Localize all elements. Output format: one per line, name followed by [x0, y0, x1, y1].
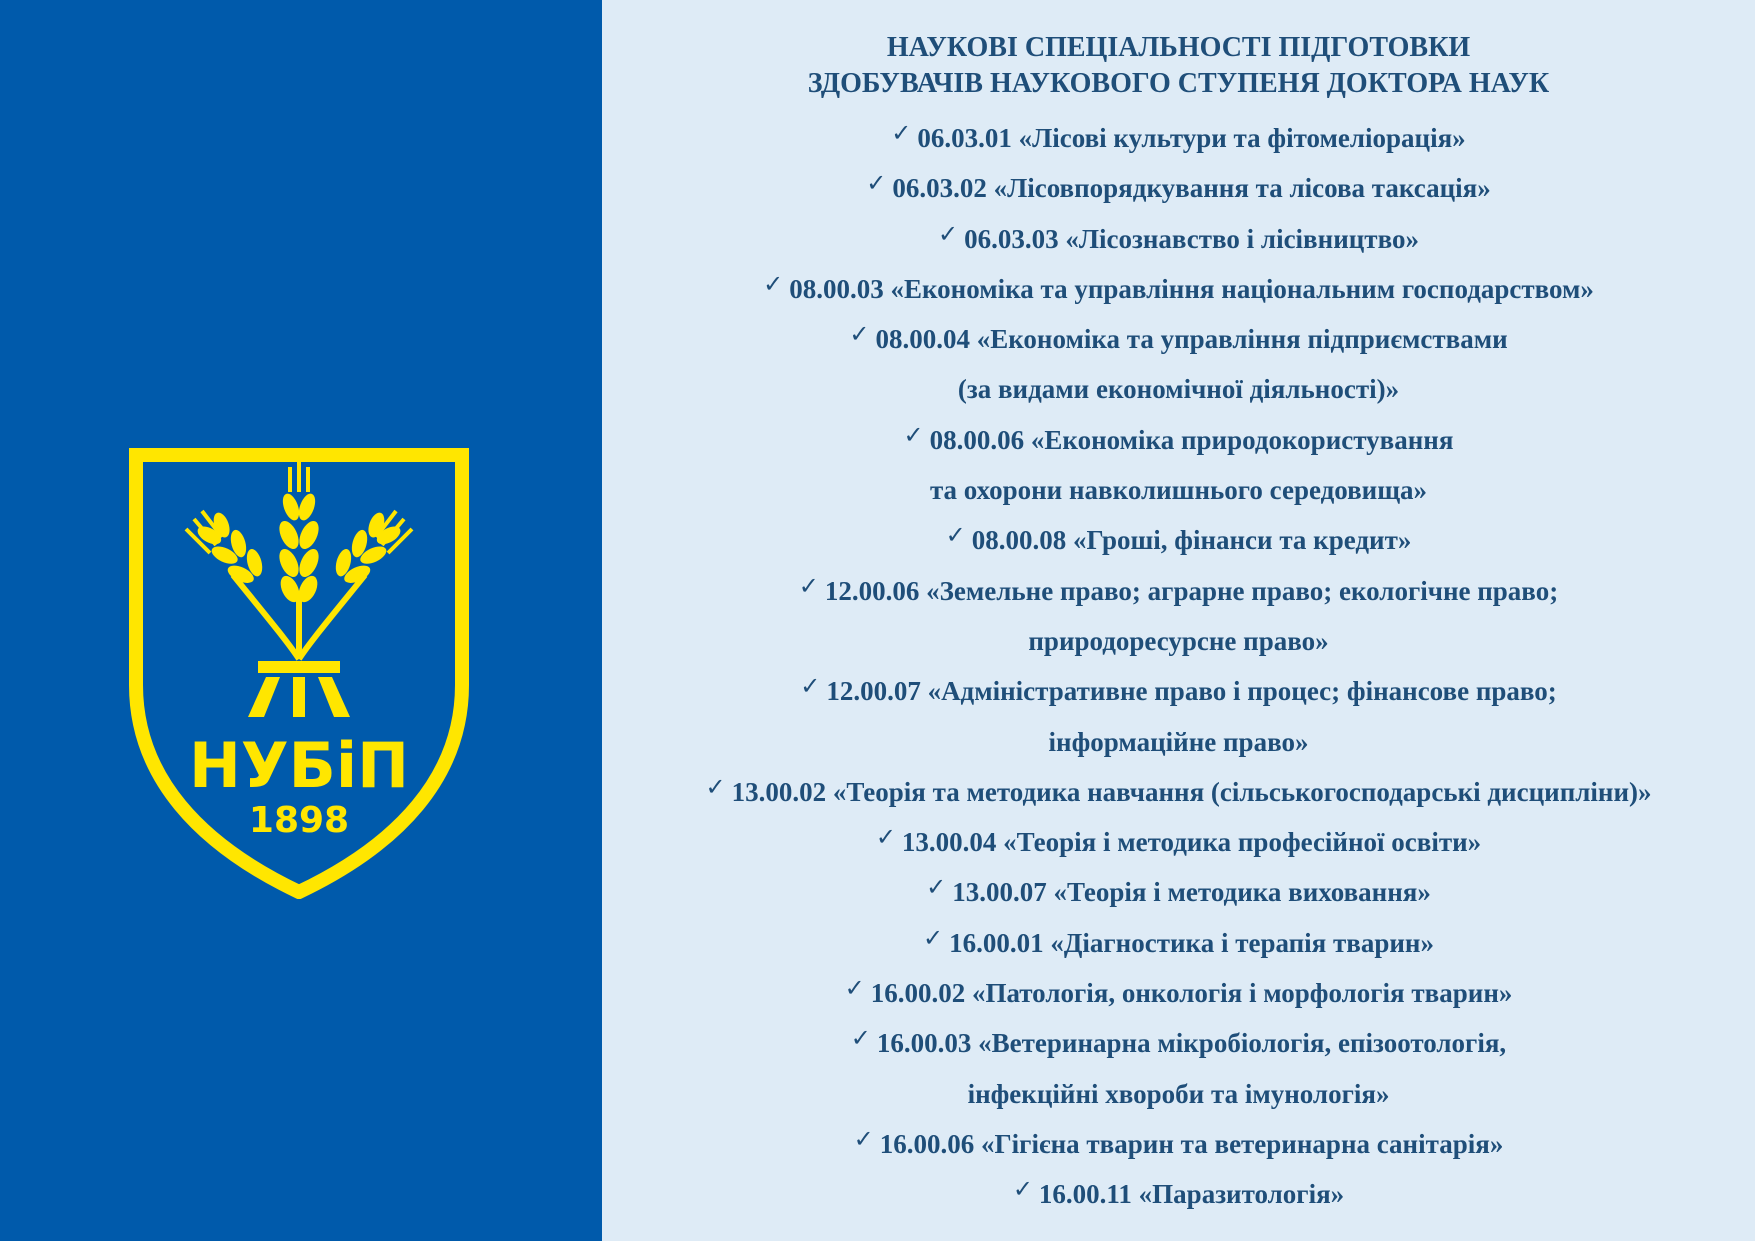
left-blue-panel — [0, 0, 602, 1241]
specialty-text: 13.00.02 «Теорія та методика навчання (сільськогосподарські дисципліни)» — [731, 776, 1652, 807]
specialty-text: 16.00.03 «Ветеринарна мікробіологія, епізоотологія, — [876, 1028, 1507, 1059]
specialty-item-continuation — [602, 364, 1755, 414]
specialty-item-continuation — [602, 616, 1755, 666]
specialty-text: 06.03.03 «Лісознавство і лісівництво» — [964, 223, 1419, 254]
specialty-text: 08.00.06 «Економіка природокористування — [929, 424, 1454, 455]
specialty-item — [602, 767, 1755, 817]
specialty-text: 16.00.02 «Патологія, онкологія і морфологія тварин» — [870, 978, 1513, 1009]
specialty-item — [602, 415, 1755, 465]
specialty-item — [602, 113, 1755, 163]
specialty-item — [602, 515, 1755, 565]
check-mark-icon: ✓ — [800, 672, 821, 701]
specialty-item — [602, 1018, 1755, 1068]
specialty-item — [602, 1119, 1755, 1169]
title-line-1: НАУКОВІ СПЕЦІАЛЬНОСТІ ПІДГОТОВКИ — [886, 32, 1471, 63]
title-line-2: ЗДОБУВАЧІВ НАУКОВОГО СТУПЕНЯ ДОКТОРА НАУК — [807, 68, 1550, 99]
check-mark-icon: ✓ — [798, 571, 819, 600]
specialty-text: 13.00.07 «Теорія і методика виховання» — [952, 877, 1431, 908]
specialty-text: (за видами економічної діяльності)» — [957, 374, 1400, 405]
specialty-text: 08.00.08 «Гроші, фінанси та кредит» — [971, 525, 1412, 556]
specialty-text: 12.00.07 «Адміністративне право і процес; фінансове право; — [826, 676, 1557, 707]
specialties-list — [602, 113, 1755, 1220]
check-mark-icon: ✓ — [853, 1124, 874, 1153]
specialty-text: інформаційне право» — [1048, 726, 1309, 757]
check-mark-icon: ✓ — [1012, 1175, 1033, 1204]
check-mark-icon: ✓ — [844, 974, 865, 1003]
specialty-item-continuation — [602, 1069, 1755, 1119]
check-mark-icon: ✓ — [938, 219, 959, 248]
check-mark-icon: ✓ — [763, 269, 784, 298]
specialty-text: та охорони навколишнього середовища» — [929, 475, 1428, 506]
specialty-item — [602, 918, 1755, 968]
specialty-item — [602, 1169, 1755, 1219]
wheat-sheaf-icon — [186, 459, 412, 717]
check-mark-icon: ✓ — [866, 169, 887, 198]
check-mark-icon: ✓ — [850, 1024, 871, 1053]
specialty-text: 16.00.11 «Паразитологія» — [1038, 1179, 1345, 1210]
page-title — [602, 30, 1755, 102]
specialty-text: 13.00.04 «Теорія і методика професійної освіти» — [901, 827, 1482, 858]
check-mark-icon: ✓ — [875, 823, 896, 852]
specialty-item — [602, 214, 1755, 264]
specialty-text: 08.00.03 «Економіка та управління національним господарством» — [789, 273, 1594, 304]
check-mark-icon: ✓ — [903, 420, 924, 449]
specialty-item — [602, 163, 1755, 213]
specialty-item-continuation — [602, 465, 1755, 515]
university-emblem — [128, 447, 470, 899]
specialty-text: 06.03.01 «Лісові культури та фітомеліорація» — [917, 123, 1466, 153]
check-mark-icon: ✓ — [945, 521, 966, 550]
specialty-text: 16.00.06 «Гігієна тварин та ветеринарна санітарія» — [879, 1128, 1504, 1159]
specialty-text: 06.03.02 «Лісовпорядкування та лісова таксація» — [892, 173, 1491, 204]
specialty-item — [602, 314, 1755, 364]
specialty-item — [602, 817, 1755, 867]
specialty-text: інфекційні хвороби та імунологія» — [967, 1078, 1390, 1109]
specialty-text: 12.00.06 «Земельне право; аграрне право; екологічне право; — [824, 575, 1559, 606]
specialty-text: 16.00.01 «Діагностика і терапія тварин» — [949, 927, 1434, 958]
specialty-text: природоресурсне право» — [1028, 625, 1329, 656]
specialty-item — [602, 867, 1755, 917]
emblem-year: 1898 — [248, 800, 350, 841]
specialty-item — [602, 264, 1755, 314]
specialty-item-continuation — [602, 717, 1755, 767]
check-mark-icon: ✓ — [849, 320, 870, 349]
check-mark-icon: ✓ — [926, 873, 947, 902]
specialty-item — [602, 666, 1755, 716]
check-mark-icon: ✓ — [922, 923, 944, 952]
specialty-item — [602, 566, 1755, 616]
check-mark-icon: ✓ — [705, 772, 726, 801]
check-mark-icon: ✓ — [891, 119, 912, 147]
specialty-text: 08.00.04 «Економіка та управління підприємствами — [875, 324, 1508, 355]
emblem-name: НУБіП — [188, 729, 410, 802]
specialty-item — [602, 968, 1755, 1018]
